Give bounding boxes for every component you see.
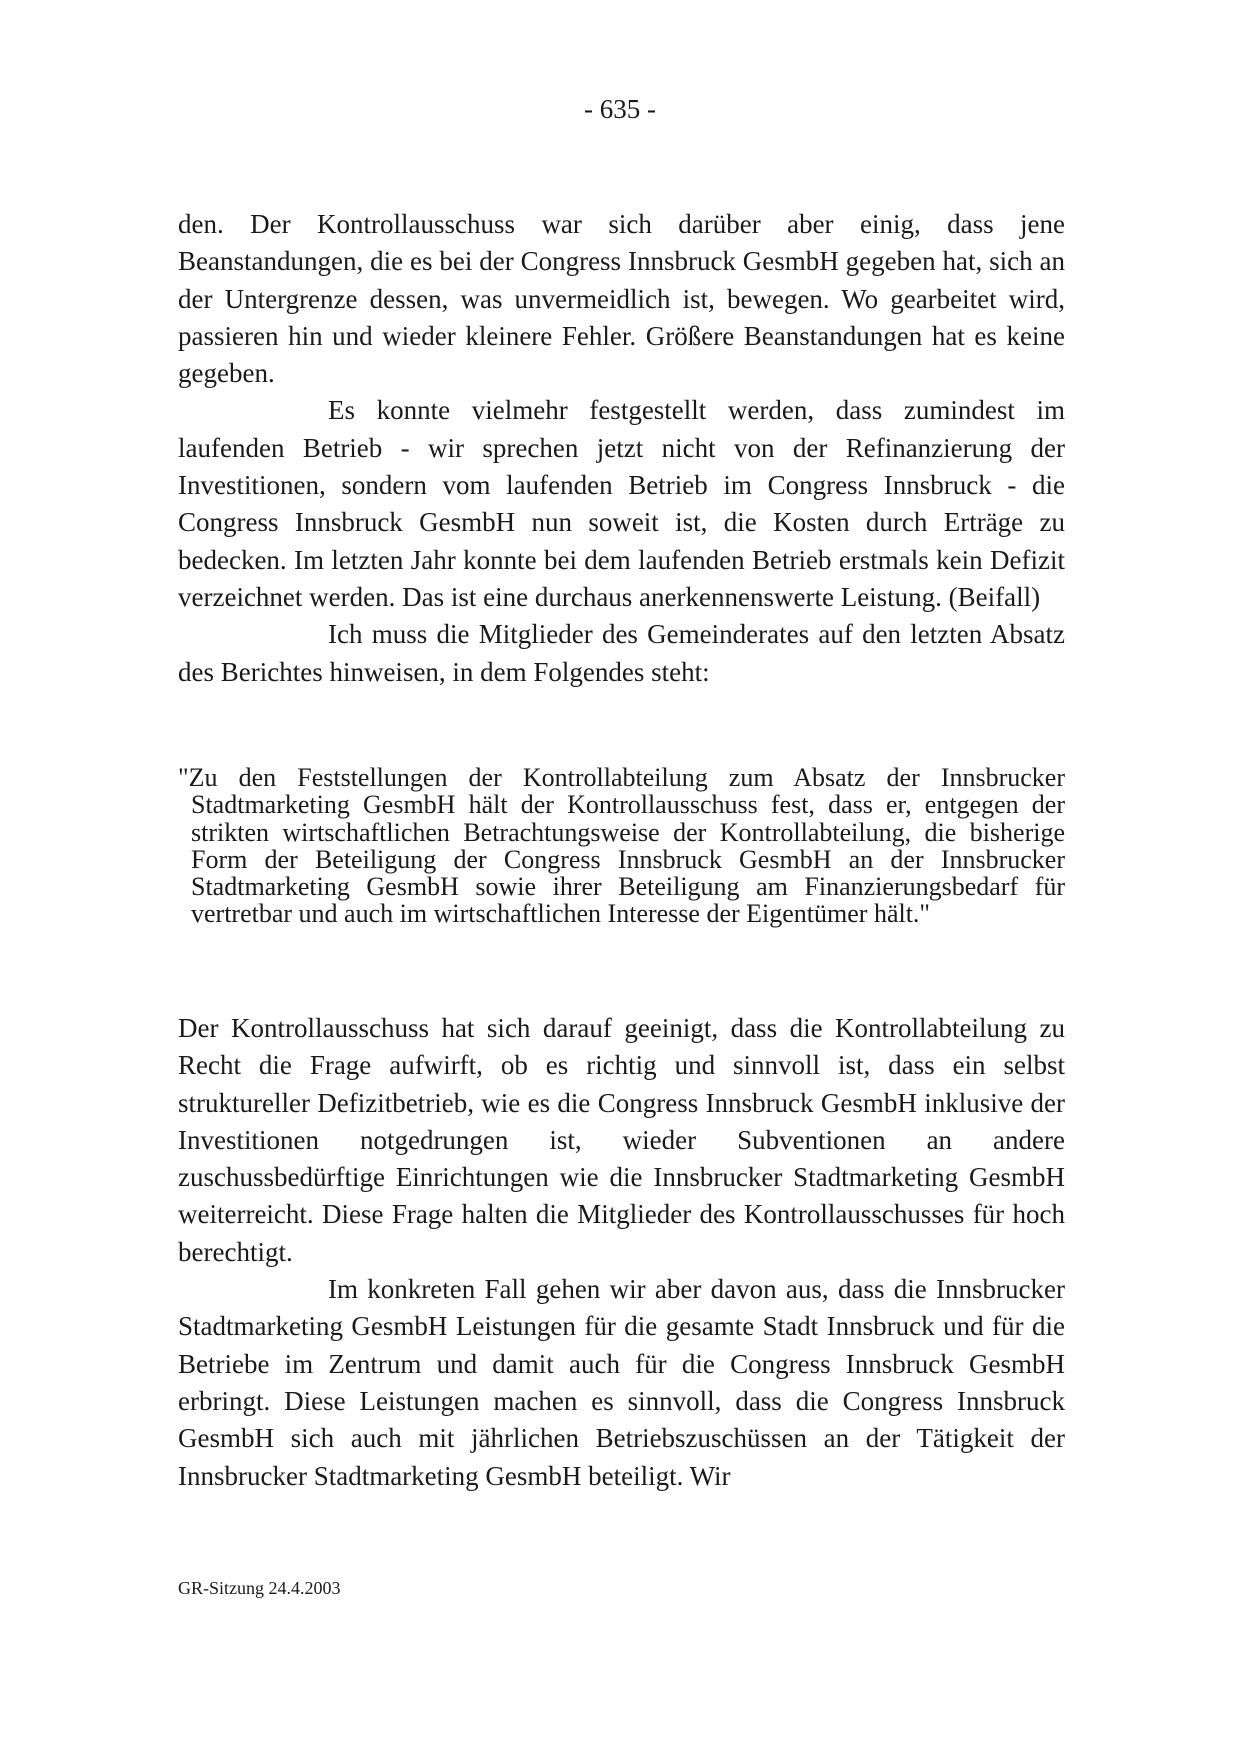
report-quotation: "Zu den Feststellungen der Kontrollabteilung zum Absatz der Innsbrucker Stadtmarketing GesmbH hält der Kontrollausschuss fest, dass er, entgegen der strikten wirtschaftlichen Betrachtungsweise der Kontrollabteilung, die bisherige Form der Beteiligung der Congress Innsbruck GesmbH an der Innsbrucker Stadtmarketing GesmbH sowie ihrer Beteiligung am Finanzierungsbedarf für vertretbar und auch im wirtschaftlichen Interesse der Eigentümer hält." [178,763,1065,929]
paragraph-report-reference: Ich muss die Mitglieder des Gemeinderates auf den letzten Absatz des Berichtes hinweisen, in dem Folgendes steht: [178,619,1065,687]
paragraph-operating-result: Es konnte vielmehr festgestellt werden, dass zumindest im laufenden Betrieb - wir sprechen jetzt nicht von der Refinanzierung der Investitionen, sondern vom laufenden Betrieb im Congress Innsbruck - die Congress Innsbruck GesmbH nun soweit ist, die Kosten durch Erträge zu bedecken. Im letzten Jahr konnte bei dem laufenden Betrieb erstmals kein Defizit verzeichnet werden. Das ist eine durchaus anerkennenswerte Leistung. (Beifall) [178,395,1065,612]
body-text-top [178,206,1065,691]
footer-session-date: GR-Sitzung 24.4.2003 [178,1578,341,1598]
paragraph-continuation: den. Der Kontrollausschuss war sich darüber aber einig, dass jene Beanstandungen, die es bei der Congress Innsbruck GesmbH gegeben hat, sich an der Untergrenze dessen, was unvermeidlich ist, bewegen. Wo gearbeitet wird, passieren hin und wieder kleinere Fehler. Größere Beanstandungen hat es keine gegeben. [178,209,1065,389]
paragraph-stadtmarketing-services: Im konkreten Fall gehen wir aber davon aus, dass die Innsbrucker Stadtmarketing GesmbH Leistungen für die gesamte Stadt Innsbruck und für die Betriebe im Zentrum und damit auch für die Congress Innsbruck GesmbH erbringt. Diese Leistungen machen es sinnvoll, dass die Congress Innsbruck GesmbH sich auch mit jährlichen Betriebszuschüssen an der Tätigkeit der Innsbrucker Stadtmarketing GesmbH beteiligt. Wir [178,1274,1065,1491]
body-text-bottom [178,1010,1065,1495]
page-number: - 635 - [584,94,656,124]
paragraph-subsidy-question: Der Kontrollausschuss hat sich darauf geeinigt, dass die Kontrollabteilung zu Recht die Frage aufwirft, ob es richtig und sinnvoll ist, dass ein selbst struktureller Defizitbetrieb, wie es die Congress Innsbruck GesmbH inklusive der Investitionen notgedrungen ist, wieder Subventionen an andere zuschussbedürftige Einrichtungen wie die Innsbrucker Stadtmarketing GesmbH weiterreicht. Diese Frage halten die Mitglieder des Kontrollausschusses für hoch berechtigt. [178,1013,1065,1267]
